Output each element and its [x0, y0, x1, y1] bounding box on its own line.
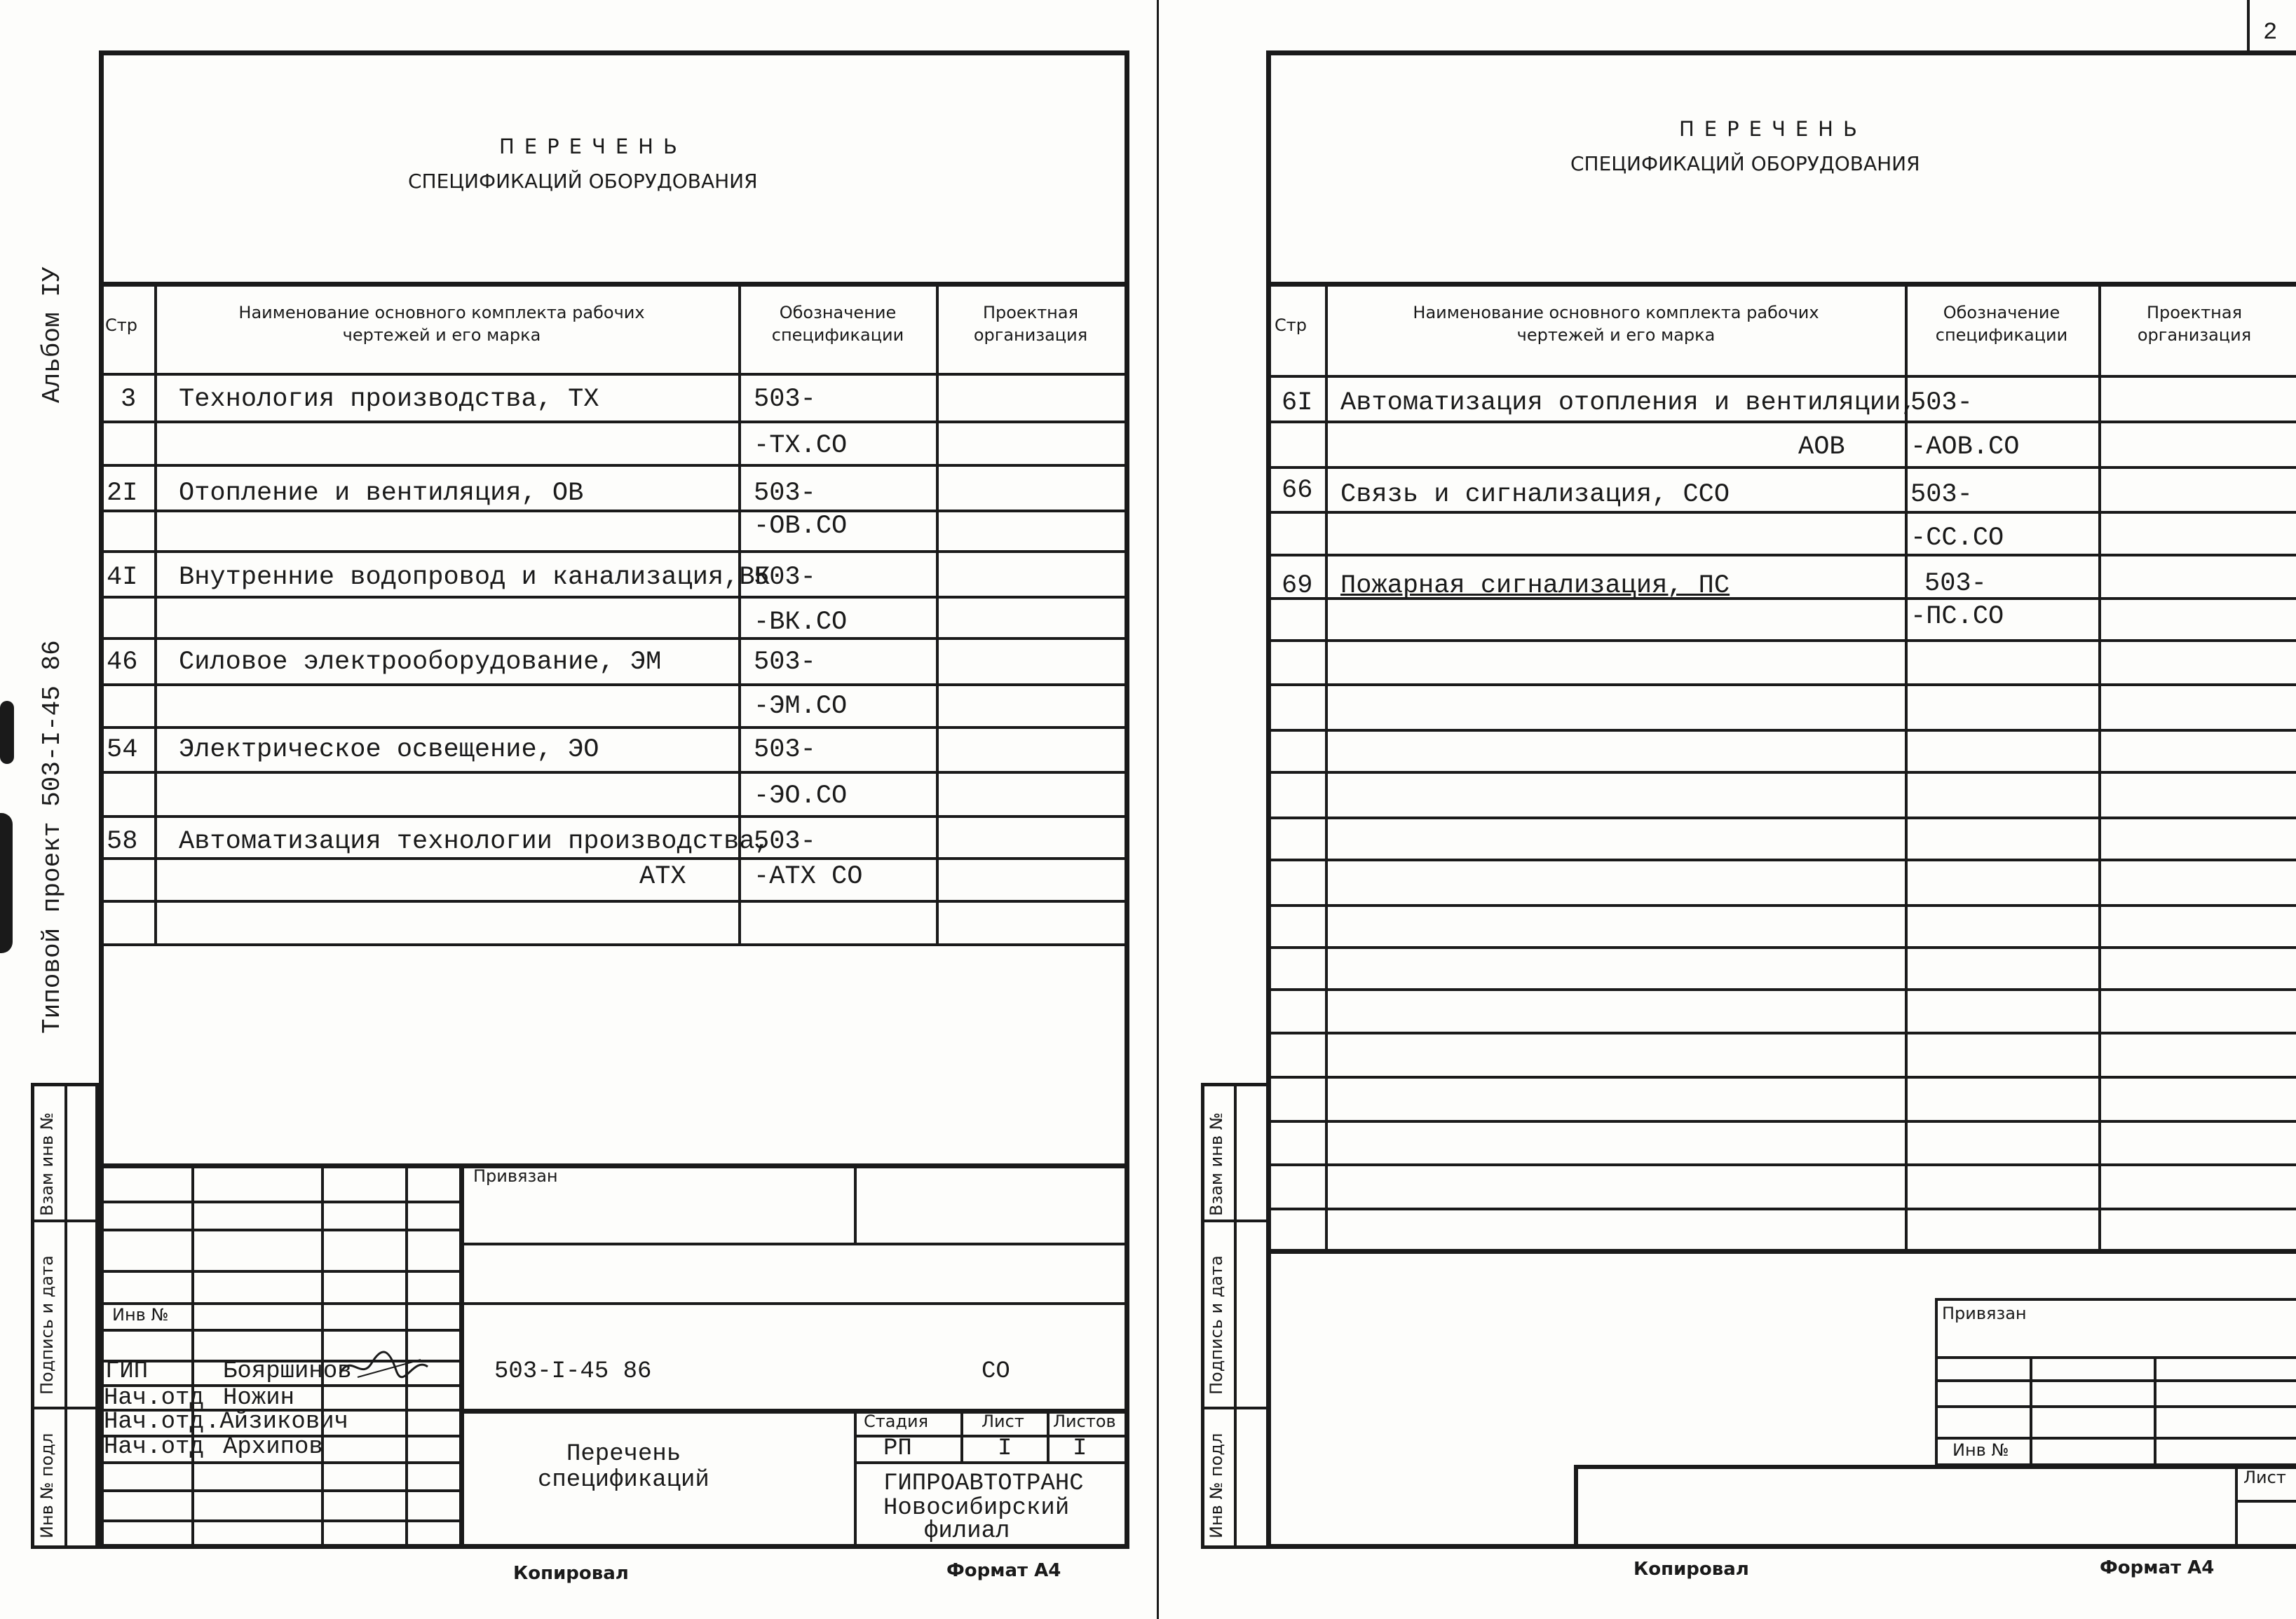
left-frame	[99, 50, 1129, 1549]
table-row-name-cont: АТХ	[639, 862, 686, 892]
binding-mark	[0, 813, 13, 953]
left-stamp-sheets-label: Листов	[1053, 1412, 1116, 1431]
table-row-page: 4I	[107, 563, 138, 592]
table-row-page: 69	[1282, 571, 1313, 601]
stamp-person: Архипов	[223, 1434, 323, 1461]
left-side-podpis: Подпись и дата	[37, 1255, 57, 1395]
left-stamp-inv: Инв №	[112, 1305, 169, 1325]
right-title: ПЕРЕЧЕНЬ	[1679, 117, 1867, 141]
left-stamp-sheet: I	[998, 1435, 1012, 1462]
stamp-person: Бояршинов	[223, 1358, 352, 1385]
table-row-code: -ПС.СО	[1910, 602, 2004, 631]
left-footer-format: Формат А4	[946, 1560, 1061, 1581]
right-side-podpis: Подпись и дата	[1207, 1255, 1226, 1395]
right-header-page: Стр	[1275, 315, 1307, 335]
left-stamp-doc-title: спецификаций	[538, 1467, 709, 1494]
left-stamp-sheet-label: Лист	[981, 1412, 1024, 1431]
left-title: ПЕРЕЧЕНЬ	[499, 135, 687, 158]
page-number: 2	[2263, 20, 2278, 46]
left-stamp-org: филиал	[924, 1518, 1010, 1545]
table-row-page: 54	[107, 735, 138, 765]
right-stamp-privyazan: Привязан	[1942, 1304, 2027, 1323]
right-footer-copied: Копировал	[1633, 1559, 1749, 1580]
left-stamp-doc-title: Перечень	[566, 1441, 681, 1468]
right-header-name: Наименование основного комплекта рабочих чертежей и его марка	[1413, 303, 1819, 346]
table-row-code: -ЭМ.СО	[754, 692, 848, 721]
stamp-role: Нач.отд	[104, 1385, 204, 1412]
right-stamp-sheet-label: Лист	[2243, 1468, 2286, 1487]
left-stamp-org: ГИПРОАВТОТРАНС	[883, 1470, 1084, 1497]
table-row-code: -ОВ.СО	[754, 512, 848, 541]
table-row-page: 6I	[1282, 388, 1313, 418]
left-side-album: Альбом IУ	[38, 266, 67, 403]
table-row-page: 66	[1282, 476, 1313, 505]
left-header-page: Стр	[105, 315, 137, 335]
table-row-page: 3	[121, 385, 137, 414]
table-row-code: -АТХ СО	[754, 862, 863, 892]
table-row-name: Технология производства, ТХ	[179, 385, 599, 414]
table-row-name: Электрическое освещение, ЭО	[179, 735, 599, 765]
table-row-name: Автоматизация отопления и вентиляции,	[1340, 388, 1917, 418]
table-row-name: Автоматизация технологии производства,	[179, 827, 770, 856]
stamp-person: Ножин	[223, 1385, 295, 1412]
signature-mark	[337, 1346, 435, 1388]
table-row-page: 46	[107, 648, 138, 677]
table-row-code: -ВК.СО	[754, 608, 848, 637]
stamp-role: ГИП	[105, 1358, 149, 1385]
right-subtitle: СПЕЦИФИКАЦИЙ ОБОРУДОВАНИЯ	[1570, 152, 1920, 175]
table-row-code: -ЭО.СО	[754, 781, 848, 811]
table-row-name: Внутренние водопровод и канализация,ВК	[179, 563, 770, 592]
left-stamp-project-code: 503-I-45 86	[494, 1358, 652, 1385]
table-row-name-cont: АОВ	[1798, 432, 1845, 462]
right-stamp-bottom-block	[1574, 1465, 2296, 1549]
table-row-code: 503-	[754, 735, 816, 765]
right-header-designation: Обозначение спецификации	[1935, 303, 2068, 346]
left-stamp-privyazan: Привязан	[473, 1166, 558, 1186]
table-row-name: Связь и сигнализация, ССО	[1340, 480, 1730, 510]
left-footer-copied: Копировал	[513, 1563, 629, 1584]
left-stamp-stage-label: Стадия	[864, 1412, 929, 1431]
left-header-organization: Проектная организация	[973, 303, 1088, 346]
stamp-role: Нач.отд	[104, 1434, 204, 1461]
center-divider	[1157, 0, 1159, 1619]
table-row-code: 503-	[754, 385, 816, 414]
table-row-code: 503-	[754, 827, 816, 856]
left-stamp-org: Новосибирский	[883, 1495, 1070, 1522]
right-stamp-inv: Инв №	[1952, 1440, 2009, 1460]
left-subtitle: СПЕЦИФИКАЦИЙ ОБОРУДОВАНИЯ	[408, 170, 758, 193]
table-row-code: -ТХ.СО	[754, 431, 848, 460]
table-row-name: Пожарная сигнализация, ПС	[1340, 571, 1730, 601]
binding-mark	[0, 701, 14, 764]
table-row-code: 503-	[754, 648, 816, 677]
table-row-name: Силовое электрооборудование, ЭМ	[179, 648, 662, 677]
left-stamp-sheets: I	[1073, 1435, 1087, 1462]
table-row-name: Отопление и вентиляция, ОВ	[179, 479, 584, 508]
table-row-code: 503-	[1924, 569, 1987, 599]
table-row-page: 58	[107, 827, 138, 856]
left-header-designation: Обозначение спецификации	[771, 303, 904, 346]
left-side-project: Типовой проект 503-I-45 86	[38, 640, 67, 1034]
left-header-name: Наименование основного комплекта рабочих чертежей и его марка	[238, 303, 645, 346]
left-side-vzam: Взам инв №	[37, 1112, 57, 1216]
table-row-code: -СС.СО	[1910, 524, 2004, 553]
left-side-inv-podl: Инв № подл	[37, 1433, 57, 1538]
table-row-code: 503-	[754, 479, 816, 508]
right-footer-format: Формат А4	[2100, 1557, 2215, 1578]
right-header-organization: Проектная организация	[2137, 303, 2252, 346]
right-side-vzam: Взам инв №	[1207, 1112, 1226, 1216]
left-stamp-doc-code: СО	[981, 1358, 1010, 1385]
table-row-page: 2I	[107, 479, 138, 508]
stamp-role: Нач.отд	[104, 1409, 204, 1435]
table-row-code: 503-	[1910, 480, 1973, 510]
left-stamp-stage: РП	[883, 1435, 912, 1462]
table-row-code: 503-	[1910, 388, 1973, 418]
stamp-person: .Айзикович	[205, 1409, 349, 1435]
right-side-inv-podl: Инв № подл	[1207, 1433, 1226, 1538]
table-row-code: -АОВ.СО	[1910, 432, 2020, 462]
table-row-code: 503-	[754, 563, 816, 592]
